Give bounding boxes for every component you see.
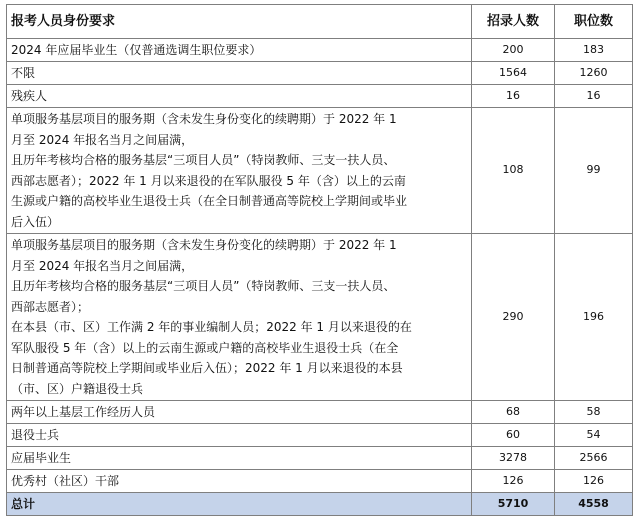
category-cell bbox=[7, 108, 472, 234]
category-line: 单项服务基层项目的服务期（含未发生身份变化的续聘期）于 2022 年 1 bbox=[11, 112, 397, 126]
recruits-cell: 16 bbox=[472, 85, 555, 108]
category-line: 军队服役 5 年（含）以上的云南生源或户籍的高校毕业生退役士兵（在全 bbox=[11, 340, 399, 355]
category-line: 应届毕业生 bbox=[11, 451, 72, 465]
table-row bbox=[7, 85, 633, 108]
category-cell bbox=[7, 85, 472, 108]
positions-cell: 2566 bbox=[555, 447, 633, 470]
recruits-cell: 108 bbox=[472, 108, 555, 234]
category-line: 且历年考核均合格的服务基层“三项目人员”（特岗教师、三支一扶人员、 bbox=[11, 279, 396, 293]
category-line: 月至 2024 年报名当月之间届满， bbox=[11, 132, 194, 147]
category-cell bbox=[7, 401, 472, 424]
category-line: 日制普通高等院校上学期间或毕业后入伍）；2022 年 1 月以来退役的本县 bbox=[11, 361, 403, 375]
category-line: 且历年考核均合格的服务基层“三项目人员”（特岗教师、三支一扶人员、 bbox=[11, 153, 396, 167]
total-positions: 4558 bbox=[555, 493, 633, 516]
total-row bbox=[7, 493, 633, 516]
table-row bbox=[7, 234, 633, 401]
positions-cell: 126 bbox=[555, 470, 633, 493]
category-cell bbox=[7, 62, 472, 85]
table-row bbox=[7, 424, 633, 447]
category-line: （市、区）户籍退役士兵 bbox=[11, 381, 144, 396]
recruits-cell: 290 bbox=[472, 234, 555, 401]
positions-cell: 99 bbox=[555, 108, 633, 234]
positions-cell: 16 bbox=[555, 85, 633, 108]
category-line: 两年以上基层工作经历人员 bbox=[11, 405, 156, 419]
positions-cell: 183 bbox=[555, 39, 633, 62]
recruits-cell: 126 bbox=[472, 470, 555, 493]
total-recruits: 5710 bbox=[472, 493, 555, 516]
category-line: 后入伍） bbox=[11, 214, 60, 229]
recruits-cell: 3278 bbox=[472, 447, 555, 470]
requirements-table-container bbox=[6, 4, 633, 516]
category-line: 西部志愿者）； bbox=[11, 299, 90, 314]
header-positions: 职位数 bbox=[555, 5, 633, 39]
category-line: 月至 2024 年报名当月之间届满， bbox=[11, 258, 194, 273]
table-header-row bbox=[7, 5, 633, 39]
category-line: 不限 bbox=[11, 66, 36, 80]
table-body bbox=[7, 39, 633, 516]
category-cell bbox=[7, 234, 472, 401]
recruits-cell: 60 bbox=[472, 424, 555, 447]
category-line: 单项服务基层项目的服务期（含未发生身份变化的续聘期）于 2022 年 1 bbox=[11, 238, 397, 252]
header-recruits: 招录人数 bbox=[472, 5, 555, 39]
recruits-cell: 68 bbox=[472, 401, 555, 424]
table-row bbox=[7, 401, 633, 424]
category-line: 生源或户籍的高校毕业生退役士兵（在全日制普通高等院校上学期间或毕业 bbox=[11, 194, 408, 208]
category-cell bbox=[7, 39, 472, 62]
table-row bbox=[7, 447, 633, 470]
positions-cell: 54 bbox=[555, 424, 633, 447]
category-cell bbox=[7, 470, 472, 493]
category-line: 西部志愿者）；2022 年 1 月以来退役的在军队服役 5 年（含）以上的云南 bbox=[11, 173, 406, 188]
category-line: 优秀村（社区）干部 bbox=[11, 474, 120, 488]
category-line: 2024 年应届毕业生（仅普通选调生职位要求） bbox=[11, 43, 262, 57]
category-cell bbox=[7, 424, 472, 447]
total-label: 总计 bbox=[7, 493, 472, 516]
category-line: 残疾人 bbox=[11, 89, 48, 103]
category-cell bbox=[7, 447, 472, 470]
positions-cell: 196 bbox=[555, 234, 633, 401]
category-line: 退役士兵 bbox=[11, 428, 60, 442]
table-row bbox=[7, 39, 633, 62]
positions-cell: 58 bbox=[555, 401, 633, 424]
positions-cell: 1260 bbox=[555, 62, 633, 85]
recruits-cell: 1564 bbox=[472, 62, 555, 85]
table-row bbox=[7, 62, 633, 85]
table-row bbox=[7, 108, 633, 234]
recruits-cell: 200 bbox=[472, 39, 555, 62]
header-category: 报考人员身份要求 bbox=[7, 5, 472, 39]
category-line: 在本县（市、区）工作满 2 年的事业编制人员；2022 年 1 月以来退役的在 bbox=[11, 320, 412, 334]
recruitment-requirements-table bbox=[6, 4, 633, 516]
table-row bbox=[7, 470, 633, 493]
